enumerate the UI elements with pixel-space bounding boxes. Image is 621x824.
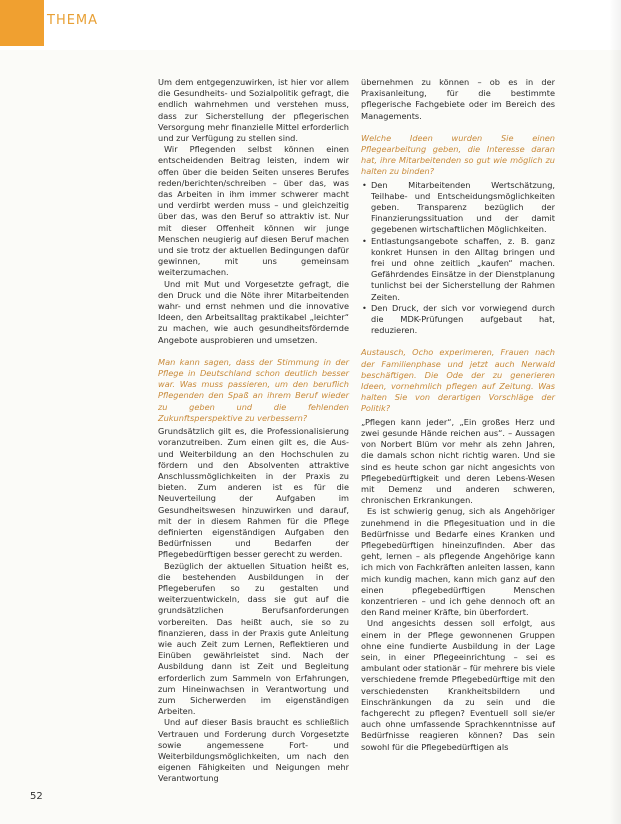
section-marker xyxy=(0,0,44,46)
page-edge-shadow xyxy=(609,0,621,824)
header-bar xyxy=(0,0,621,50)
bullet-item: • Den Druck, der sich vor vorwiegend durch die MDK-Prüfungen aufgebaut hat, reduzieren. xyxy=(371,303,555,337)
body-paragraph: übernehmen zu können – ob es in der Praxisanleitung, für die bestimmte pflegerische Fachgebiete oder im Bereich des Managements. xyxy=(361,77,555,121)
bullet-list xyxy=(361,180,555,337)
page-number: 52 xyxy=(30,791,43,802)
body-paragraph: Um dem entgegenzuwirken, ist hier vor allem die Gesundheits- und Sozialpolitik gefragt, die endlich wahrnehmen und verstehen muss, dass zur Sicherstellung der pflegerischen Versorgung mehr finanzielle Mittel erforderlich und zur Verfügung zu stellen sind. xyxy=(158,77,349,144)
bullet-item: • Den Mitarbeitenden Wertschätzung, Teilhabe- und Entscheidungsmöglichkeiten geben. Transparenz bezüglich der Finanzierungssituation und der damit gegebenen wirtschaftlichen Möglichkeiten. xyxy=(371,180,555,236)
body-paragraph: „Pflegen kann jeder“, „Ein großes Herz und zwei gesunde Hände reichen aus“. – Aussagen von Norbert Blüm vor mehr als zehn Jahren, die damals schon nicht richtig waren. Und sie sind es heute schon gar nicht angesichts von Pflegebedürftigkeit und deren Lebens-Wesen mit Demenz und anderen schweren, chronischen Erkrankungen. xyxy=(361,416,555,506)
body-paragraph: Und mit Mut und Vorgesetzte gefragt, die den Druck und die Nöte ihrer Mitarbeitenden wahr- und ernst nehmen und die innovative Ideen, den Arbeitsalltag praktikabel „leichter“ zu machen, wie auch gesundheitsfördernde Angebote ausprobieren und umsetzen. xyxy=(158,278,349,345)
interview-question: Man kann sagen, dass der Stimmung in der Pflege in Deutschland schon deutlich besser war. Was muss passieren, um den beruflich Pflegenden den Spaß an ihrem Beruf wieder zu geben und die fehlenden Zukunftsperspektive zu verbessern? xyxy=(158,356,349,423)
body-paragraph: Grundsätzlich gilt es, die Professionalisierung voranzutreiben. Zum einen gilt es, die Aus- und Weiterbildung an den Hochschulen zu fördern und den Absolventen attraktive Anschlussmöglichkeiten in der Praxis zu bieten. Zum anderen ist es für die Neuverteilung der Aufgaben im Gesundheitswesen hinzuwirken und darauf, mit der in diesem Rahmen für die Pflege definierten eigenständigen Aufgaben den Bedürfnissen und Bedarfen der Pflegebedürftigen besser gerecht zu werden. xyxy=(158,426,349,560)
body-paragraph: Bezüglich der aktuellen Situation heißt es, die bestehenden Ausbildungen in der Pflegeberufen so zu gestalten und weiterzuentwickeln, dass sie gut auf die grundsätzlichen Berufsanforderungen vorbereiten. Das heißt auch, sie so zu finanzieren, dass in der Praxis gute Anleitung wie auch Zeit zum Lernen, Reflektieren und Einüben gewährleistet sind. Nach der Ausbildung dann ist Zeit und Begleitung erforderlich zum Sammeln von Erfahrungen, zum Hineinwachsen in Verantwortung und zum Sicherwerden im eigenständigen Arbeiten. xyxy=(158,560,349,717)
right-column xyxy=(361,77,555,753)
body-paragraph: Wir Pflegenden selbst können einen entscheidenden Beitrag leisten, indem wir offen über die beiden Seiten unseres Berufes reden/berichten/schreiben – über das, was das Arbeiten in ihm immer schwerer macht und verdirbt werden muss – und gleichzeitig über das, was den Beruf so attraktiv ist. Nur mit dieser Offenheit können wir junge Menschen neugierig auf diesen Beruf machen und sie trotz der aktuellen Bedingungen dafür gewinnen, mit uns gemeinsam weiterzumachen. xyxy=(158,144,349,278)
body-paragraph: Und angesichts dessen soll erfolgt, aus einem in der Pflege gewonnenen Gruppen ohne eine fundierte Ausbildung in der Lage sein, in einer Pflegeeinrichtung – sei es ambulant oder stationär – für mehrere bis viele verschiedene fremde Pflegebedürftige mit den verschiedensten Krankheitsbildern und Einschränkungen da zu sein und die fachgerecht zu pflegen? Eventuell soll sie/er auch ohne umfassende Sprachkenntnisse auf Bedürfnisse reagieren können? Das sein sowohl für die Pflegebedürftigen als xyxy=(361,618,555,752)
bullet-item: • Entlastungsangebote schaffen, z. B. ganz konkret Hunsen in den Alltag bringen und frei und ohne zeitlich „kaufen“ machen. Gefährdendes Einsätze in der Dienstplanung tunlichst bei der Sicherstellung der Rahmen Zeiten. xyxy=(371,236,555,303)
body-paragraph: Und auf dieser Basis braucht es schließlich Vertrauen und Forderung durch Vorgesetzte sowie angemessene Fort- und Weiterbildungsmöglichkeiten, um nach den eigenen Fähigkeiten und Neigungen mehr Verantwortung xyxy=(158,717,349,784)
section-label: THEMA xyxy=(47,13,99,28)
left-column xyxy=(158,77,349,785)
interview-question: Austausch, Ocho experimeren, Frauen nach der Familienphase und jetzt auch Nerwald beschäftigen. Die Ode der zu generieren Ideen, vornehmlich pflegen auf Zeitung. Was halten Sie von derartigen Vorschläge der Politik? xyxy=(361,347,555,414)
interview-question: Welche Ideen wurden Sie einen Pflegearbeitung geben, die Interesse daran hat, ihre Mitarbeitenden so gut wie möglich zu halten zu binden? xyxy=(361,132,555,177)
body-paragraph: Es ist schwierig genug, sich als Angehöriger zunehmend in die Pflegesituation und in die Bedürfnisse und Bedarfe eines Kranken und Pflegebedürftigen hineinzufinden. Aber das geht, lernen – als pflegende Angehörige kann ich mich von Fachkräften anleiten lassen, kann mich kundig machen, kann mich ganz auf den einen pflegebedürftigen Menschen konzentrieren – und ich gehe dennoch oft an den Rand meiner Kräfte, bin überfordert. xyxy=(361,506,555,618)
